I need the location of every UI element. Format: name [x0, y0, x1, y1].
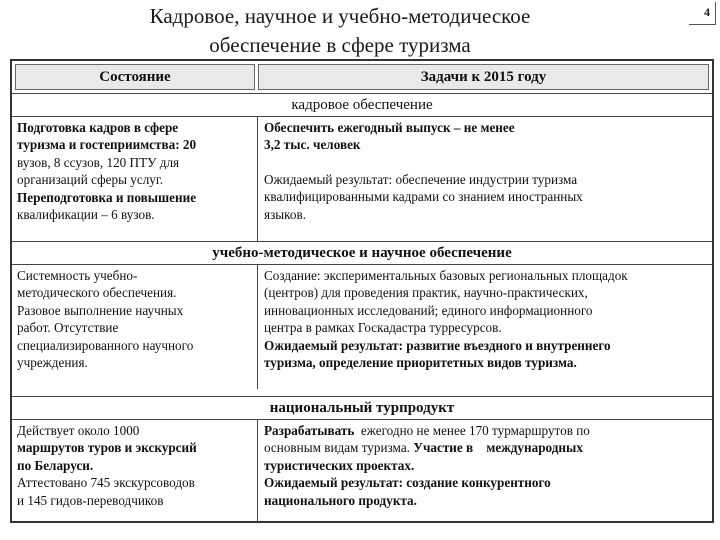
- text-bold: Участие в международных: [409, 440, 583, 456]
- text-line: Ожидаемый результат: создание конкурентного: [264, 475, 551, 491]
- cell-tasks-staffing: [258, 117, 712, 241]
- text-line: центра в рамках Госкадастра турресурсов.: [264, 320, 502, 336]
- title-line-2: обеспечение в сфере туризма: [209, 33, 471, 57]
- page-corner-fold: [689, 2, 716, 25]
- page-number: [688, 2, 716, 24]
- text-line: организаций сферы услуг.: [17, 172, 164, 188]
- text-line: [264, 439, 708, 456]
- text-line: Переподготовка и повышение: [17, 189, 197, 205]
- text-line: квалифицированными кадрами со знанием иностранных: [264, 189, 583, 205]
- text-line: работ. Отсутствие: [17, 320, 119, 336]
- cell-state-staffing: [12, 117, 258, 241]
- text-line: Ожидаемый результат: обеспечение индустрии туризма: [264, 171, 578, 187]
- column-header-state: Состояние: [15, 64, 255, 90]
- text-line: (центров) для проведения практик, научно-практических,: [264, 285, 588, 301]
- text-plain: ежегодно не менее 170 турмаршрутов по: [354, 423, 590, 438]
- section-heading-staffing: кадровое обеспечение: [12, 93, 712, 117]
- text-line: специализированного научного: [17, 337, 194, 353]
- section-heading-national-tourproduct: национальный турпродукт: [12, 396, 712, 420]
- page-number-text: 4: [704, 5, 710, 19]
- text-line: туризма, определение приоритетных видов туризма.: [264, 355, 577, 371]
- text-line: национального продукта.: [264, 492, 417, 508]
- cell-state-national-product: [12, 420, 258, 521]
- title-line-1: Кадровое, научное и учебно-методическое: [149, 4, 531, 28]
- text-line: по Беларуси.: [17, 457, 94, 473]
- text-line: Обеспечить ежегодный выпуск – не менее: [264, 120, 515, 135]
- table-row-staffing: [12, 117, 712, 241]
- text-plain: основным видам туризма.: [264, 440, 410, 456]
- text-line: Действует около 1000: [17, 423, 140, 438]
- text-line: учреждения.: [17, 355, 88, 371]
- text-line: и 145 гидов-переводчиков: [17, 492, 164, 508]
- tasks-table: [10, 59, 714, 523]
- text-line: туристических проектах.: [264, 457, 415, 473]
- cell-tasks-methodical: [258, 265, 712, 389]
- text-line: методического обеспечения.: [17, 285, 177, 301]
- text-line: маршрутов туров и экскурсий: [17, 440, 197, 456]
- text-line: вузов, 8 ссузов, 120 ПТУ для: [17, 154, 180, 170]
- cell-tasks-national-product: [258, 420, 712, 521]
- table-row-national-product: [12, 420, 712, 521]
- text-line: Разовое выполнение научных: [17, 302, 184, 318]
- text-line: языков.: [264, 206, 306, 222]
- text-line: Системность учебно-: [17, 268, 138, 283]
- table-row-methodical: [12, 265, 712, 389]
- column-header-tasks: Задачи к 2015 году: [258, 64, 709, 90]
- cell-state-methodical: [12, 265, 258, 389]
- slide-title: [60, 2, 620, 60]
- text-line: [264, 422, 708, 439]
- text-bold: Разрабатывать: [264, 423, 355, 438]
- text-line: Аттестовано 745 экскурсоводов: [17, 475, 195, 491]
- table-header-row: [12, 61, 712, 93]
- text-line: туризма и гостеприимства: 20: [17, 137, 197, 153]
- text-line: квалификации – 6 вузов.: [17, 207, 155, 223]
- text-line: Ожидаемый результат: развитие въездного и внутреннего: [264, 337, 611, 353]
- text-line: Подготовка кадров в сфере: [17, 120, 179, 135]
- text-line: Создание: экспериментальных базовых региональных площадок: [264, 268, 628, 283]
- section-heading-methodical: учебно-методическое и научное обеспечение: [12, 241, 712, 265]
- text-line: 3,2 тыс. человек: [264, 137, 361, 153]
- text-line: инновационных исследований; единого информационного: [264, 302, 593, 318]
